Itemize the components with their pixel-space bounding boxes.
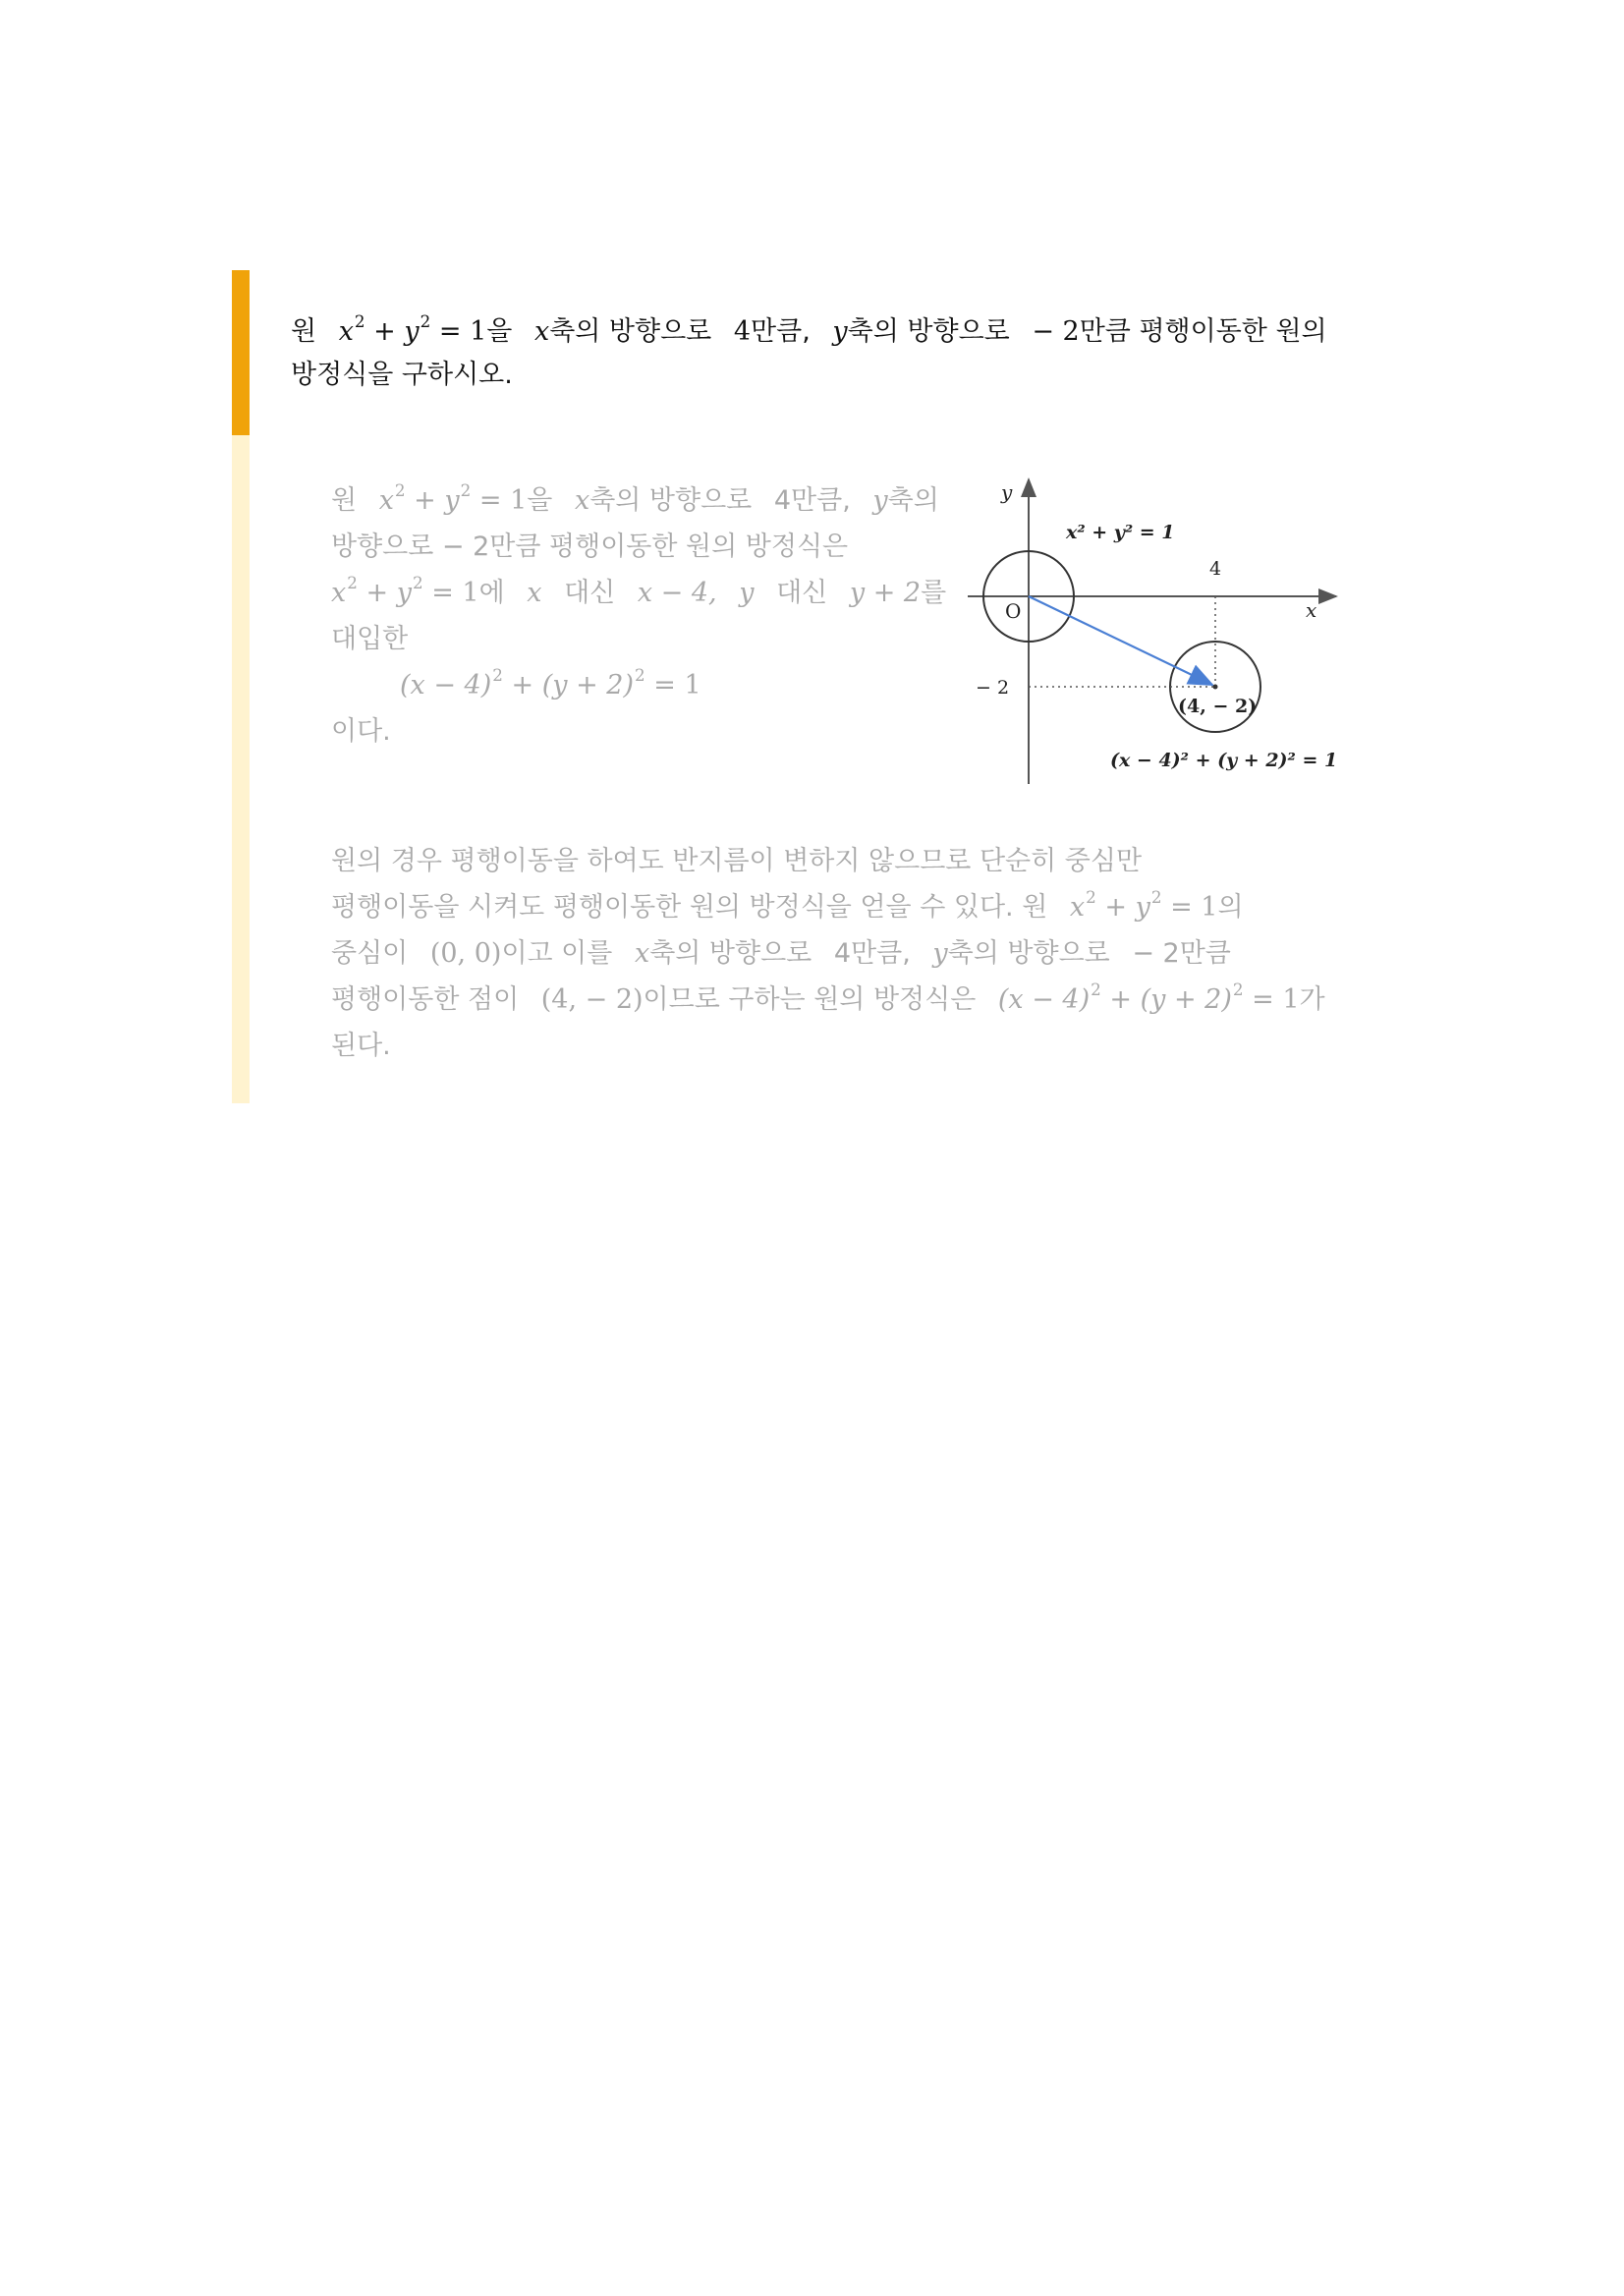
math-expr: + (y + 2) xyxy=(1100,984,1232,1015)
math-op: = 1 xyxy=(644,670,701,700)
math-point: (4, − 2) xyxy=(540,984,644,1015)
math-exp: 2 xyxy=(1232,980,1244,1000)
solution-word: 중심이 xyxy=(331,938,409,969)
math-num: − 2 xyxy=(1032,316,1080,347)
solution-word: 을 xyxy=(527,485,553,516)
math-var: x xyxy=(338,316,354,347)
solution2-line-3 xyxy=(331,930,1323,977)
math-op: = 1 xyxy=(422,578,479,608)
solution2-line-4 xyxy=(331,977,1323,1023)
math-exp: 2 xyxy=(420,311,431,332)
math-op: = 1 xyxy=(1243,984,1300,1015)
solution-line-2: 방향으로 − 2만큼 평행이동한 원의 방정식은 xyxy=(331,532,849,562)
accent-bar-question xyxy=(232,270,250,435)
solution2-line-1: 원의 경우 평행이동을 하여도 반지름이 변하지 않으므로 단순히 중심만 xyxy=(331,846,1143,876)
origin-label: O xyxy=(1005,599,1022,623)
math-exp: 2 xyxy=(394,480,406,501)
math-num: 4 xyxy=(733,316,752,347)
solution2-line-5: 된다. xyxy=(331,1031,391,1061)
math-exp: 2 xyxy=(635,665,645,686)
math-var: y xyxy=(1135,892,1150,923)
solution-word: 가 xyxy=(1299,984,1325,1015)
question-word: 만큼, xyxy=(751,316,811,347)
solution-line-1 xyxy=(331,477,940,524)
math-var: x xyxy=(378,485,394,516)
solution-word: 4만큼, xyxy=(773,485,851,516)
math-expr: (x − 4) xyxy=(997,984,1091,1015)
question-word: 만큼 평행이동한 원의 xyxy=(1079,316,1327,347)
math-var: y xyxy=(872,485,888,516)
solution-word: 축의 xyxy=(887,485,939,516)
question-word: 을 xyxy=(486,316,513,347)
math-var: x xyxy=(331,578,347,608)
question-line-1 xyxy=(291,310,1327,354)
solution-word: 원 xyxy=(331,485,358,516)
math-op: = 1 xyxy=(1161,892,1218,923)
math-var: y xyxy=(396,578,412,608)
math-var: y xyxy=(739,578,755,608)
math-var: x xyxy=(527,578,542,608)
math-op: + xyxy=(405,485,445,516)
math-var: x xyxy=(1069,892,1086,923)
math-var: y xyxy=(832,316,848,347)
solution-word: 대신 xyxy=(776,578,828,608)
y-axis-label: y xyxy=(1001,480,1013,504)
solution-word: 평행이동한 점이 xyxy=(331,984,520,1015)
math-var: x xyxy=(634,938,650,969)
question-word: 원 xyxy=(291,316,317,347)
math-exp: 2 xyxy=(412,573,423,593)
solution-word: 이고 이를 xyxy=(501,938,613,969)
solution-block-2 xyxy=(331,838,1323,1069)
tick-x-label: 4 xyxy=(1209,558,1222,580)
center2-label: (4, − 2) xyxy=(1178,696,1258,717)
solution-word: 이므로 구하는 원의 방정식은 xyxy=(643,984,977,1015)
question-word: 축의 방향으로 xyxy=(549,316,712,347)
translation-graph xyxy=(958,472,1341,786)
circle2-label: (x − 4)² + (y + 2)² = 1 xyxy=(1110,750,1338,771)
math-op: + xyxy=(364,316,405,347)
math-exp: 2 xyxy=(354,311,365,332)
solution-word: 4만큼, xyxy=(833,938,911,969)
translation-arrow xyxy=(1029,596,1212,685)
solution-line-4: 대입한 xyxy=(331,624,409,654)
accent-bar-solution xyxy=(232,435,250,1103)
math-exp: 2 xyxy=(492,665,503,686)
math-var: x xyxy=(574,485,590,516)
math-exp: 2 xyxy=(347,573,358,593)
math-point: (0, 0) xyxy=(429,938,502,969)
math-op: + xyxy=(1095,892,1136,923)
question-text xyxy=(291,310,1327,397)
math-expr: y + 2 xyxy=(849,578,922,608)
center-dot xyxy=(1213,685,1218,690)
math-exp: 2 xyxy=(460,480,472,501)
solution-word: 축의 방향으로 xyxy=(589,485,753,516)
math-expr: (x − 4) xyxy=(400,670,492,700)
solution2-line-2 xyxy=(331,884,1323,930)
solution-word: 의 xyxy=(1217,892,1244,923)
solution-word: 축의 방향으로 xyxy=(649,938,812,969)
math-op: = 1 xyxy=(430,316,487,347)
solution-word: 평행이동을 시켜도 평행이동한 원의 방정식을 얻을 수 있다. 원 xyxy=(331,892,1048,923)
question-line-2: 방정식을 구하시오. xyxy=(291,360,513,390)
solution-word: 축의 방향으로 xyxy=(947,938,1110,969)
circle1-label: x² + y² = 1 xyxy=(1066,522,1175,543)
x-axis-label: x xyxy=(1306,598,1317,622)
solution-block-1 xyxy=(331,477,947,755)
math-exp: 2 xyxy=(1150,887,1162,908)
solution-word: 대신 xyxy=(564,578,616,608)
math-op: = 1 xyxy=(471,485,528,516)
solution-word: 에 xyxy=(478,578,505,608)
math-var: x xyxy=(533,316,550,347)
solution-equation xyxy=(331,662,940,708)
solution-line-6: 이다. xyxy=(331,716,391,747)
solution-line-3 xyxy=(331,570,947,616)
math-var: y xyxy=(932,938,948,969)
math-exp: 2 xyxy=(1086,887,1096,908)
math-expr: + (y + 2) xyxy=(502,670,634,700)
solution-word: 를 xyxy=(921,578,947,608)
solution-word: − 2만큼 xyxy=(1132,938,1231,969)
math-op: + xyxy=(357,578,397,608)
math-var: y xyxy=(404,316,420,347)
question-word: 축의 방향으로 xyxy=(847,316,1010,347)
math-var: y xyxy=(444,485,460,516)
math-exp: 2 xyxy=(1091,980,1101,1000)
math-expr: x − 4, xyxy=(637,578,717,608)
tick-y-label: − 2 xyxy=(976,677,1010,699)
